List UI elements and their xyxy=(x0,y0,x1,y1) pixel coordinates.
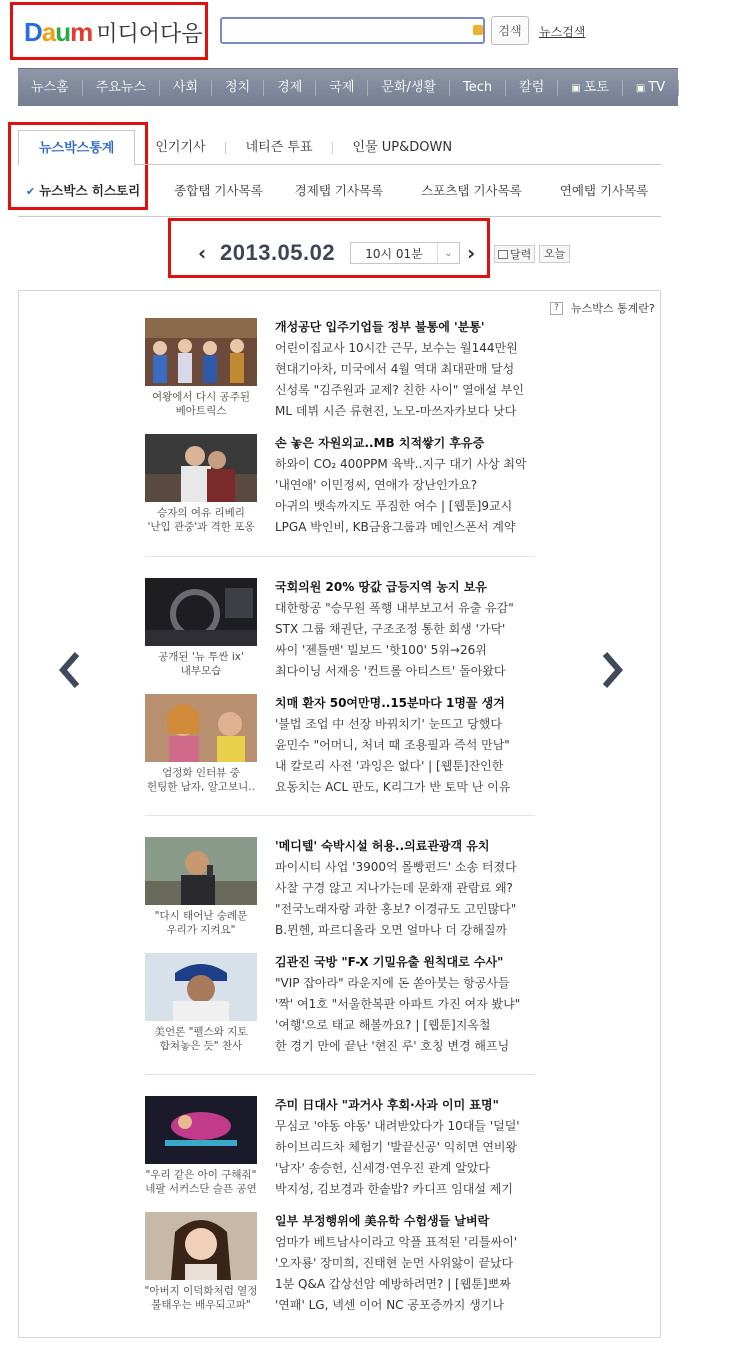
tab-popular-articles[interactable]: 인기기사 xyxy=(135,130,225,164)
news-item xyxy=(145,666,545,794)
tab-newsbox-stats[interactable]: 뉴스박스통계 xyxy=(18,130,135,166)
thumbnail-caption[interactable]: 베아트릭스 xyxy=(175,405,227,417)
article-link[interactable]: 싸이 '젠틀맨' 빌보드 '핫100' 5위→26위 xyxy=(275,643,487,657)
article-link[interactable]: 하와이 CO₂ 400PPM 육박..지구 대기 사상 최악 xyxy=(275,457,527,471)
article-link[interactable]: 파이시티 사업 '3900억 몰빵펀드' 소송 터졌다 xyxy=(275,860,517,874)
top-navigation xyxy=(18,68,730,106)
headline-link[interactable]: 개성공단 입주기업들 정부 불통에 '분통' xyxy=(275,320,485,334)
thumbnail-image[interactable] xyxy=(145,578,257,646)
check-icon: ✔ xyxy=(26,185,36,198)
thumbnail-caption[interactable]: 내부모습 xyxy=(180,665,222,677)
nav-item-news-home[interactable]: 뉴스홈 xyxy=(18,80,83,96)
nav-item-society[interactable]: 사회 xyxy=(160,80,212,96)
daum-logo[interactable] xyxy=(24,16,203,48)
article-link[interactable]: 1분 Q&A 갑상선암 예방하려면? | [웹툰]뽀짜 xyxy=(275,1277,511,1291)
thumbnail-caption[interactable]: 우리가 지켜요" xyxy=(166,924,236,936)
thumbnail-caption[interactable]: 헌팅한 남자, 알고보니.. xyxy=(147,781,255,793)
article-link[interactable]: 박지성, 김보경과 한솥밥? 카디프 임대설 제기 xyxy=(275,1182,513,1196)
article-link[interactable]: '짝' 여1호 "서울한복판 아파트 가진 여자 봤냐" xyxy=(275,997,521,1011)
thumbnail-caption[interactable]: 승자의 여유 리베리 xyxy=(157,507,245,519)
photo-icon: ▣ xyxy=(571,82,581,94)
tab-netizen-vote[interactable]: 네티즌 투표 xyxy=(226,130,333,164)
previous-page-arrow-icon[interactable] xyxy=(55,650,85,690)
news-item xyxy=(145,290,545,418)
thumbnail-caption[interactable]: 불태우는 배우되고파" xyxy=(151,1299,251,1311)
nav-item-column[interactable]: 칼럼 xyxy=(506,80,558,96)
nav-item-culture[interactable]: 문화/생활 xyxy=(368,80,450,96)
news-item xyxy=(144,1184,545,1312)
previous-date-chevron-icon[interactable]: ‹ xyxy=(198,241,207,265)
subtab-newsbox-history[interactable]: ✔ 뉴스박스 히스토리 xyxy=(26,183,141,198)
thumbnail-caption[interactable]: 여왕에서 다시 공주된 xyxy=(152,391,250,403)
article-link[interactable]: 사찰 구경 않고 지나가는데 문화재 관람료 왜? xyxy=(275,881,513,895)
question-icon: ? xyxy=(550,302,563,315)
article-link[interactable]: STX 그룹 채권단, 구조조정 통한 회생 '가닥' xyxy=(275,622,506,636)
nav-item-tv[interactable]: ▣ TV xyxy=(623,80,679,96)
thumbnail-caption[interactable]: 공개된 '뉴 투싼 ix' xyxy=(158,651,244,663)
news-item xyxy=(145,1068,545,1196)
nav-item-world[interactable]: 국제 xyxy=(316,80,368,96)
news-search-link[interactable]: 뉴스검색 xyxy=(539,25,586,39)
nav-item-tech[interactable]: Tech xyxy=(450,80,506,96)
subtab-general-list[interactable]: 종합탭 기사목록 xyxy=(174,183,263,198)
headline-link[interactable]: 김관진 국방 "F-X 기밀유출 원칙대로 수사" xyxy=(275,955,504,969)
thumbnail-image[interactable] xyxy=(145,953,257,1021)
thumbnail-caption[interactable]: '난입 관중'과 격한 포옹 xyxy=(147,521,255,533)
news-item xyxy=(145,406,545,534)
article-link[interactable]: 최다이닝 서재응 '컨트롤 아티스트' 돌아왔다 xyxy=(275,664,506,678)
article-link[interactable]: '오자룡' 장미희, 진태현 눈먼 사위앓이 끝났다 xyxy=(275,1256,514,1270)
article-link[interactable]: 한 경기 만에 끝난 '현진 루' 호칭 변경 해프닝 xyxy=(275,1039,510,1053)
thumbnail-image[interactable] xyxy=(145,318,257,386)
article-link[interactable]: 하이브리드차 체험기 '발끝신공' 익히면 연비왕 xyxy=(275,1140,518,1154)
today-button[interactable]: 오늘 xyxy=(539,245,570,263)
article-link[interactable]: 신성록 "김주원과 교제? 친한 사이" 열애설 부인 xyxy=(275,383,524,397)
stats-tabs xyxy=(18,130,661,165)
article-link[interactable]: B.뮌헨, 파르디올라 오면 얼마나 더 강해질까 xyxy=(275,923,507,937)
thumbnail-caption[interactable]: 합쳐놓은 듯" 찬사 xyxy=(159,1040,243,1052)
headline-link[interactable]: 국회의원 20% 땅값 급등지역 농지 보유 xyxy=(275,580,487,594)
article-link[interactable]: 현대기아차, 미국에서 4월 역대 최대판매 달성 xyxy=(275,362,515,376)
divider xyxy=(18,216,661,217)
time-select-value: 10시 01분 xyxy=(365,246,423,261)
magazine-icon: ■ xyxy=(692,82,702,94)
thumbnail-image[interactable] xyxy=(145,1096,257,1164)
news-item xyxy=(145,809,545,937)
next-page-arrow-icon[interactable] xyxy=(597,650,627,690)
headline-link[interactable]: 일부 부정행위에 美유학 수험생들 날벼락 xyxy=(275,1214,490,1228)
logo-brand: Daum xyxy=(24,16,93,47)
subtab-entertainment-list[interactable]: 연예탭 기사목록 xyxy=(559,183,649,198)
nav-item-magazine[interactable]: ■ 매거 xyxy=(692,79,730,95)
time-select[interactable] xyxy=(350,242,460,264)
article-link[interactable]: '남자' 송승헌, 신세경·연우진 관계 알았다 xyxy=(275,1161,490,1175)
sub-tabs xyxy=(18,175,661,205)
nav-item-photo[interactable]: ▣ 포토 xyxy=(558,80,623,96)
article-link[interactable]: 윤민수 "어머니, 처녀 때 조용필과 즉석 만남" xyxy=(275,738,510,752)
headline-link[interactable]: 주미 日대사 "과거사 후회·사과 이미 표명" xyxy=(275,1098,499,1112)
calendar-icon xyxy=(498,250,508,259)
article-link[interactable]: LPGA 박인비, KB금융그룹과 메인스폰서 계약 xyxy=(275,520,516,534)
headline-link[interactable]: '메디텔' 숙박시설 허용..의료관광객 유치 xyxy=(275,839,490,853)
subtab-sports-list[interactable]: 스포츠탭 기사목록 xyxy=(421,183,522,198)
nav-item-politics[interactable]: 정치 xyxy=(212,80,264,96)
nav-item-economy[interactable]: 경제 xyxy=(264,80,316,96)
article-link[interactable]: 요동치는 ACL 판도, K리그가 반 토막 난 이유 xyxy=(275,780,511,794)
next-date-chevron-icon[interactable]: › xyxy=(467,241,476,265)
article-link[interactable]: '불법 조업 中 선장 바꿔치기' 눈뜨고 당했다 xyxy=(275,717,502,731)
article-link[interactable]: 엄마가 베트남사이라고 악플 표적된 '리틀싸이' xyxy=(275,1235,518,1249)
thumbnail-image[interactable] xyxy=(145,837,257,905)
current-date: 2013.05.02 xyxy=(220,240,336,265)
news-item xyxy=(145,550,545,678)
thumbnail-caption[interactable]: "아버지 이덕화처럼 열정 xyxy=(144,1285,258,1297)
thumbnail-caption[interactable]: "우리 같은 아이 구해줘" xyxy=(145,1169,257,1181)
thumbnail-caption[interactable]: 네팔 서커스단 슬픈 공연 xyxy=(145,1183,257,1195)
subtab-economy-list[interactable]: 경제탭 기사목록 xyxy=(294,183,384,198)
article-link[interactable]: 아귀의 뱃속까지도 푸짐한 여수 | [웹툰]9교시 xyxy=(275,499,513,513)
article-link[interactable]: ML 데뷔 시즌 류현진, 노모-마쓰자카보다 낫다 xyxy=(275,404,517,418)
headline-link[interactable]: 손 놓은 자원외교..MB 치적쌓기 후유증 xyxy=(275,436,485,450)
logo-subtitle: 미디어다음 xyxy=(96,21,203,47)
article-link[interactable]: '내연애' 이민정씨, 연애가 장난인가요? xyxy=(275,478,478,492)
chevron-down-icon: ⌄ xyxy=(437,243,459,263)
thumbnail-caption[interactable]: "다시 태어난 숭례문 xyxy=(154,910,248,922)
news-item xyxy=(145,925,545,1053)
nav-item-main-news[interactable]: 주요뉴스 xyxy=(83,80,160,96)
search-suggest-arrow-icon[interactable] xyxy=(473,25,483,35)
article-link[interactable]: '연패' LG, 넥센 이어 NC 공포증까지 생기나 xyxy=(275,1298,504,1312)
thumbnail-caption[interactable]: 엄정화 인터뷰 중 xyxy=(162,767,240,779)
article-link[interactable]: '여행'으로 태교 해볼까요? | [웹툰]지옥철 xyxy=(275,1018,491,1032)
article-link[interactable]: 무심코 '야동 야동' 내려받았다가 10대들 '덜덜' xyxy=(275,1119,520,1133)
article-link[interactable]: "VIP 잡아라" 라운지에 돈 쏟아붓는 항공사들 xyxy=(275,976,510,990)
thumbnail-image[interactable] xyxy=(145,694,257,762)
search-input[interactable] xyxy=(220,17,485,44)
article-link[interactable]: 내 칼로리 사전 '과잉은 없다' | [웹툰]잔인한 xyxy=(275,759,504,773)
newsbox-stats-help-link[interactable]: ? 뉴스박스 통계란? xyxy=(550,300,655,316)
article-link[interactable]: 어린이집교사 10시간 근무, 보수는 월144만원 xyxy=(275,341,518,355)
tv-icon: ▣ xyxy=(635,82,646,94)
search-button[interactable]: 검색 xyxy=(491,16,529,45)
headline-link[interactable]: 치매 환자 50여만명..15분마다 1명꼴 생겨 xyxy=(275,696,505,710)
thumbnail-image[interactable] xyxy=(145,1212,257,1280)
article-link[interactable]: 대한항공 "승무원 폭행 내부보고서 유출 유감" xyxy=(275,601,514,615)
tab-person-updown[interactable]: 인물 UP&DOWN xyxy=(352,140,453,155)
thumbnail-caption[interactable]: 美언론 "펠스와 지토 xyxy=(154,1026,248,1038)
calendar-button[interactable]: 달력 xyxy=(494,245,535,263)
thumbnail-image[interactable] xyxy=(145,434,257,502)
article-link[interactable]: "전국노래자랑 과한 홍보? 이경규도 고민많다" xyxy=(275,902,517,916)
